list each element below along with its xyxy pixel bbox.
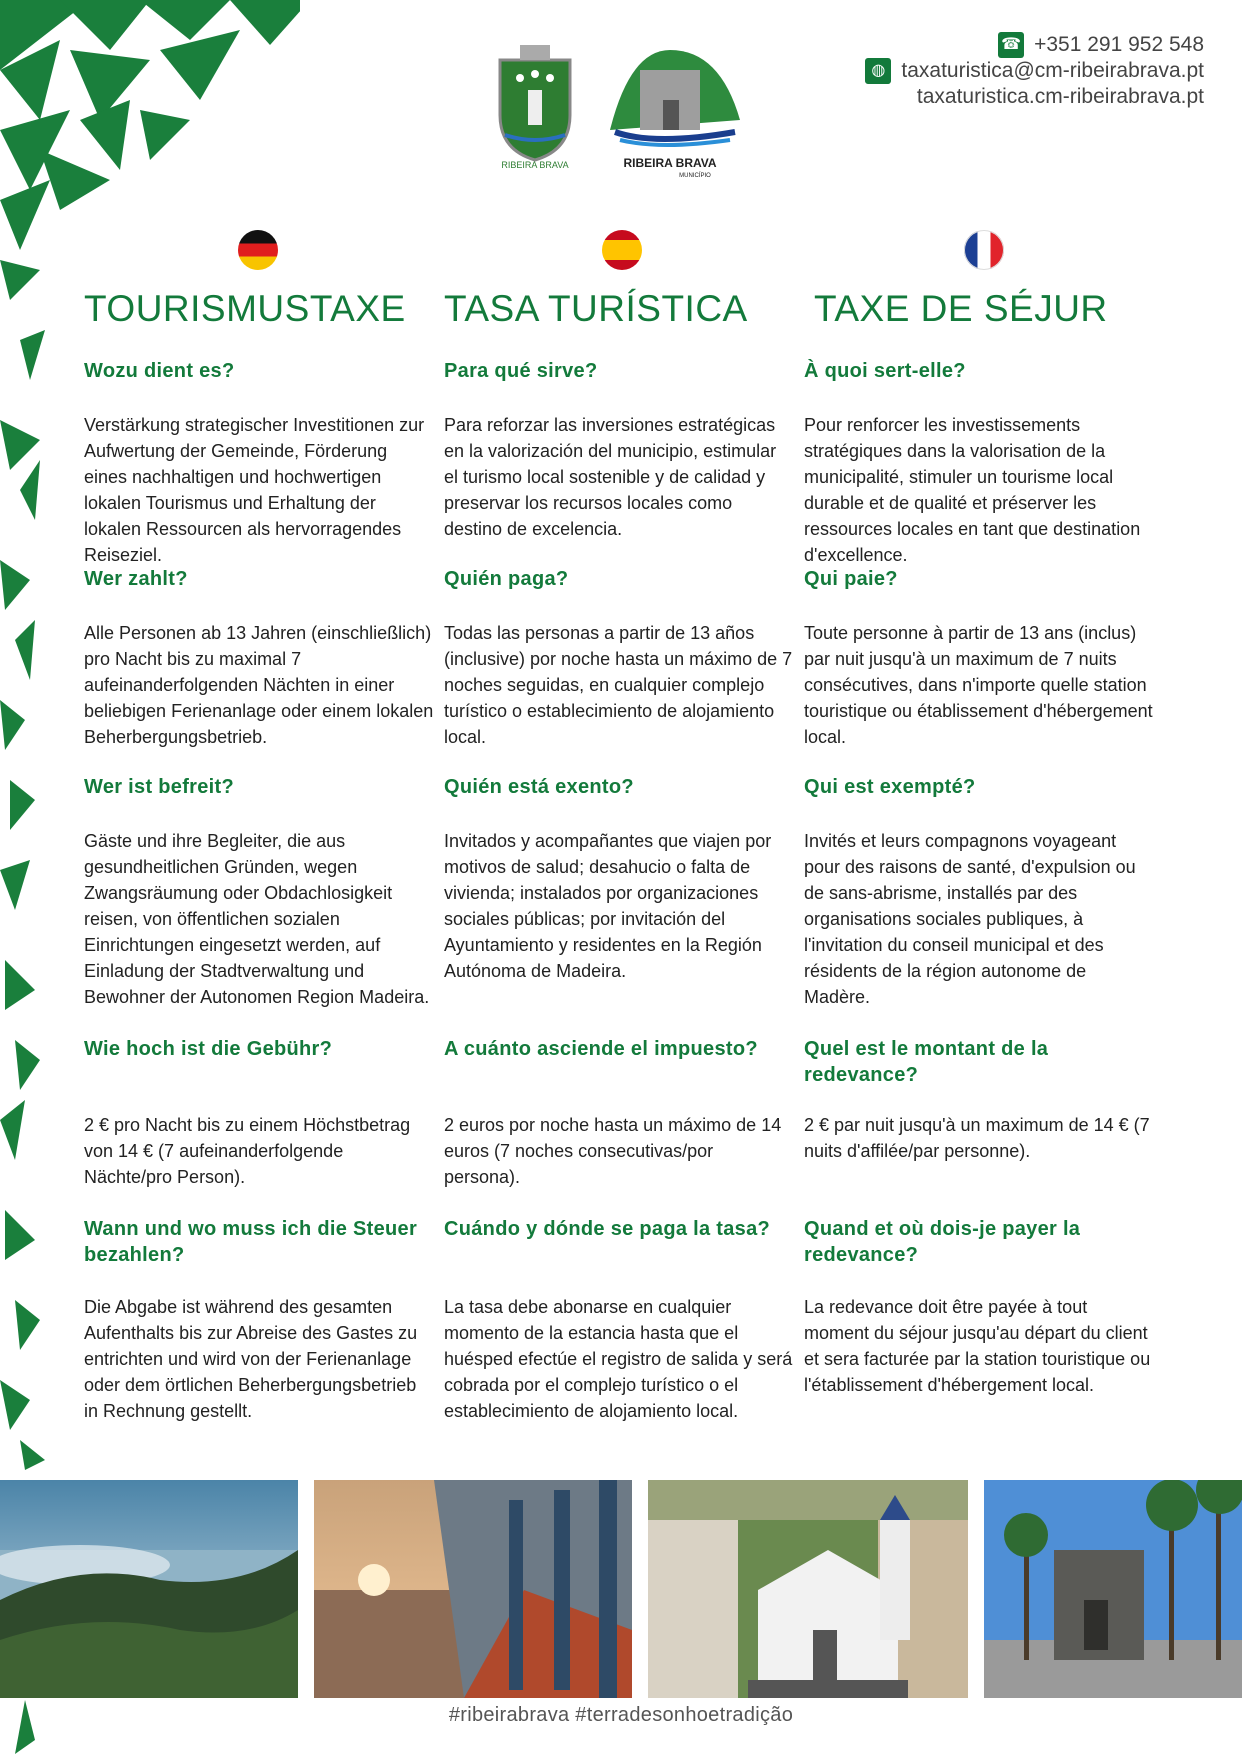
question-exempt: Qui est exempté? — [804, 776, 976, 798]
phone-row — [865, 32, 1204, 58]
question-when-where: Wann und wo muss ich die Steuer bezahlen? — [84, 1218, 418, 1266]
answer-when-where: La tasa debe abonarse en cualquier momento de la estancia hasta que el huésped efectúe el registro de salida y será cobrada por el complejo turístico o el establecimiento de alojamiento local. — [444, 1297, 793, 1421]
question-who-pays: Qui paie? — [804, 568, 898, 590]
column-title: TASA TURÍSTICA — [444, 288, 748, 329]
crest-text: RIBEIRA BRAVA — [501, 160, 569, 170]
answer-purpose: Para reforzar las inversiones estratégicas en la valorización del municipio, estimular el turismo local sostenible y de calidad y preservar los recursos locales como destino de excelencia. — [444, 415, 777, 539]
footer-hashtags: #ribeirabrava #terradesonhoetradição — [448, 1704, 794, 1726]
photo-fort-palms — [984, 1480, 1242, 1698]
answer-exempt: Invités et leurs compagnons voyageant pour des raisons de santé, d'expulsion ou de sans-abrisme, installés par des organisations sociales publiques, à l'invitation du conseil municipal et des résidents de la région autonome de Madère. — [804, 831, 1136, 1007]
answer-exempt: Gäste und ihre Begleiter, die aus gesundheitlichen Gründen, wegen Zwangsräumung oder Obdachlosigkeit reisen, von öffentlichen sozialen Einrichtungen eingesetzt werden, auf Einladung der Stadtverwaltung und Bewohner der Autonomen Region Madeira. — [84, 831, 430, 1007]
website-row — [865, 84, 1204, 110]
question-fee: A cuánto asciende el impuesto? — [444, 1038, 758, 1060]
french-flag-icon — [964, 230, 1004, 270]
answer-who-pays: Toute personne à partir de 13 ans (inclus) par nuit jusqu'à un maximum de 7 nuits consécutives, dans n'importe quelle station touristique ou établissement d'hébergement local. — [804, 623, 1153, 747]
german-flag-icon — [238, 230, 278, 270]
question-exempt: Quién está exento? — [444, 776, 634, 798]
answer-purpose: Verstärkung strategischer Investitionen zur Aufwertung der Gemeinde, Förderung eines nachhaltigen und hochwertigen lokalen Tourismus und Erhaltung der lokalen Ressourcen als hervorragendes Reiseziel. — [84, 415, 425, 565]
phone-number: +351 291 952 548 — [1034, 33, 1204, 56]
answer-fee: 2 € pro Nacht bis zu einem Höchstbetrag von 14 € (7 aufeinanderfolgende Nächte/pro Person). — [84, 1115, 411, 1187]
photo-coastline — [0, 1480, 298, 1698]
answer-exempt: Invitados y acompañantes que viajen por motivos de salud; desahucio o falta de vivienda; instalados por organizaciones sociales públicas; por invitación del Ayuntamiento y residentes en la Región Autónoma de Madeira. — [444, 831, 772, 981]
question-who-pays: Wer zahlt? — [84, 568, 188, 590]
municipality-logos — [480, 40, 760, 190]
email-row — [865, 58, 1204, 84]
question-exempt: Wer ist befreit? — [84, 776, 235, 798]
answer-fee: 2 € par nuit jusqu'à un maximum de 14 € (7 nuits d'affilée/par personne). — [804, 1115, 1150, 1161]
question-when-where: Quand et où dois-je payer la redevance? — [804, 1218, 1081, 1266]
photo-strip — [0, 1480, 1242, 1698]
answer-who-pays: Alle Personen ab 13 Jahren (einschließlich) pro Nacht bis zu maximal 7 aufeinanderfolgenden Nächten in einer beliebigen Ferienanlage oder einem lokalen Beherbergungsbetrieb. — [84, 623, 434, 747]
answer-when-where: La redevance doit être payée à tout moment du séjour jusqu'au départ du client et sera facturée par la station touristique ou l'établissement d'hébergement local. — [804, 1297, 1151, 1395]
municipio-name: RIBEIRA BRAVA — [623, 156, 717, 170]
answer-fee: 2 euros por noche hasta un máximo de 14 euros (7 noches consecutivas/por persona). — [444, 1115, 782, 1187]
answer-purpose: Pour renforcer les investissements stratégiques dans la valorisation de la municipalité, stimuler un tourisme local durable et de qualité et préserver les ressources locales en tant que destination d'excellence. — [804, 415, 1141, 565]
question-purpose: Wozu dient es? — [84, 360, 235, 382]
photo-church-square — [648, 1480, 968, 1698]
column-title: TAXE DE SÉJUR — [814, 288, 1108, 329]
column-title: TOURISMUSTAXE — [84, 288, 406, 329]
answer-when-where: Die Abgabe ist während des gesamten Aufenthalts bis zur Abreise des Gastes zu entrichten und wird von der Ferienanlage oder dem örtlichen Beherbergungsbetrieb in Rechnung gestellt. — [84, 1297, 418, 1421]
photo-promenade-tunnel — [314, 1480, 632, 1698]
website-url[interactable]: taxaturistica.cm-ribeirabrava.pt — [916, 85, 1204, 108]
question-purpose: À quoi sert-elle? — [804, 360, 966, 382]
municipio-logo — [610, 50, 740, 179]
answer-who-pays: Todas las personas a partir de 13 años (inclusive) por noche hasta un máximo de 7 noches seguidas, en cualquier complejo turístico o establecimiento de alojamiento local. — [444, 623, 793, 747]
question-purpose: Para qué sirve? — [444, 360, 598, 382]
globe-icon: ◍ — [865, 58, 891, 84]
crest-logo — [500, 45, 570, 170]
spanish-flag-icon — [602, 230, 642, 270]
contact-block — [865, 32, 1204, 110]
question-who-pays: Quién paga? — [444, 568, 569, 590]
email-address[interactable]: taxaturistica@cm-ribeirabrava.pt — [901, 59, 1204, 82]
phone-icon: ☎ — [998, 32, 1024, 58]
municipio-sub: MUNICÍPIO — [679, 173, 711, 179]
question-fee: Wie hoch ist die Gebühr? — [84, 1038, 333, 1060]
question-fee: Quel est le montant de la redevance? — [804, 1038, 1049, 1086]
question-when-where: Cuándo y dónde se paga la tasa? — [444, 1218, 771, 1240]
